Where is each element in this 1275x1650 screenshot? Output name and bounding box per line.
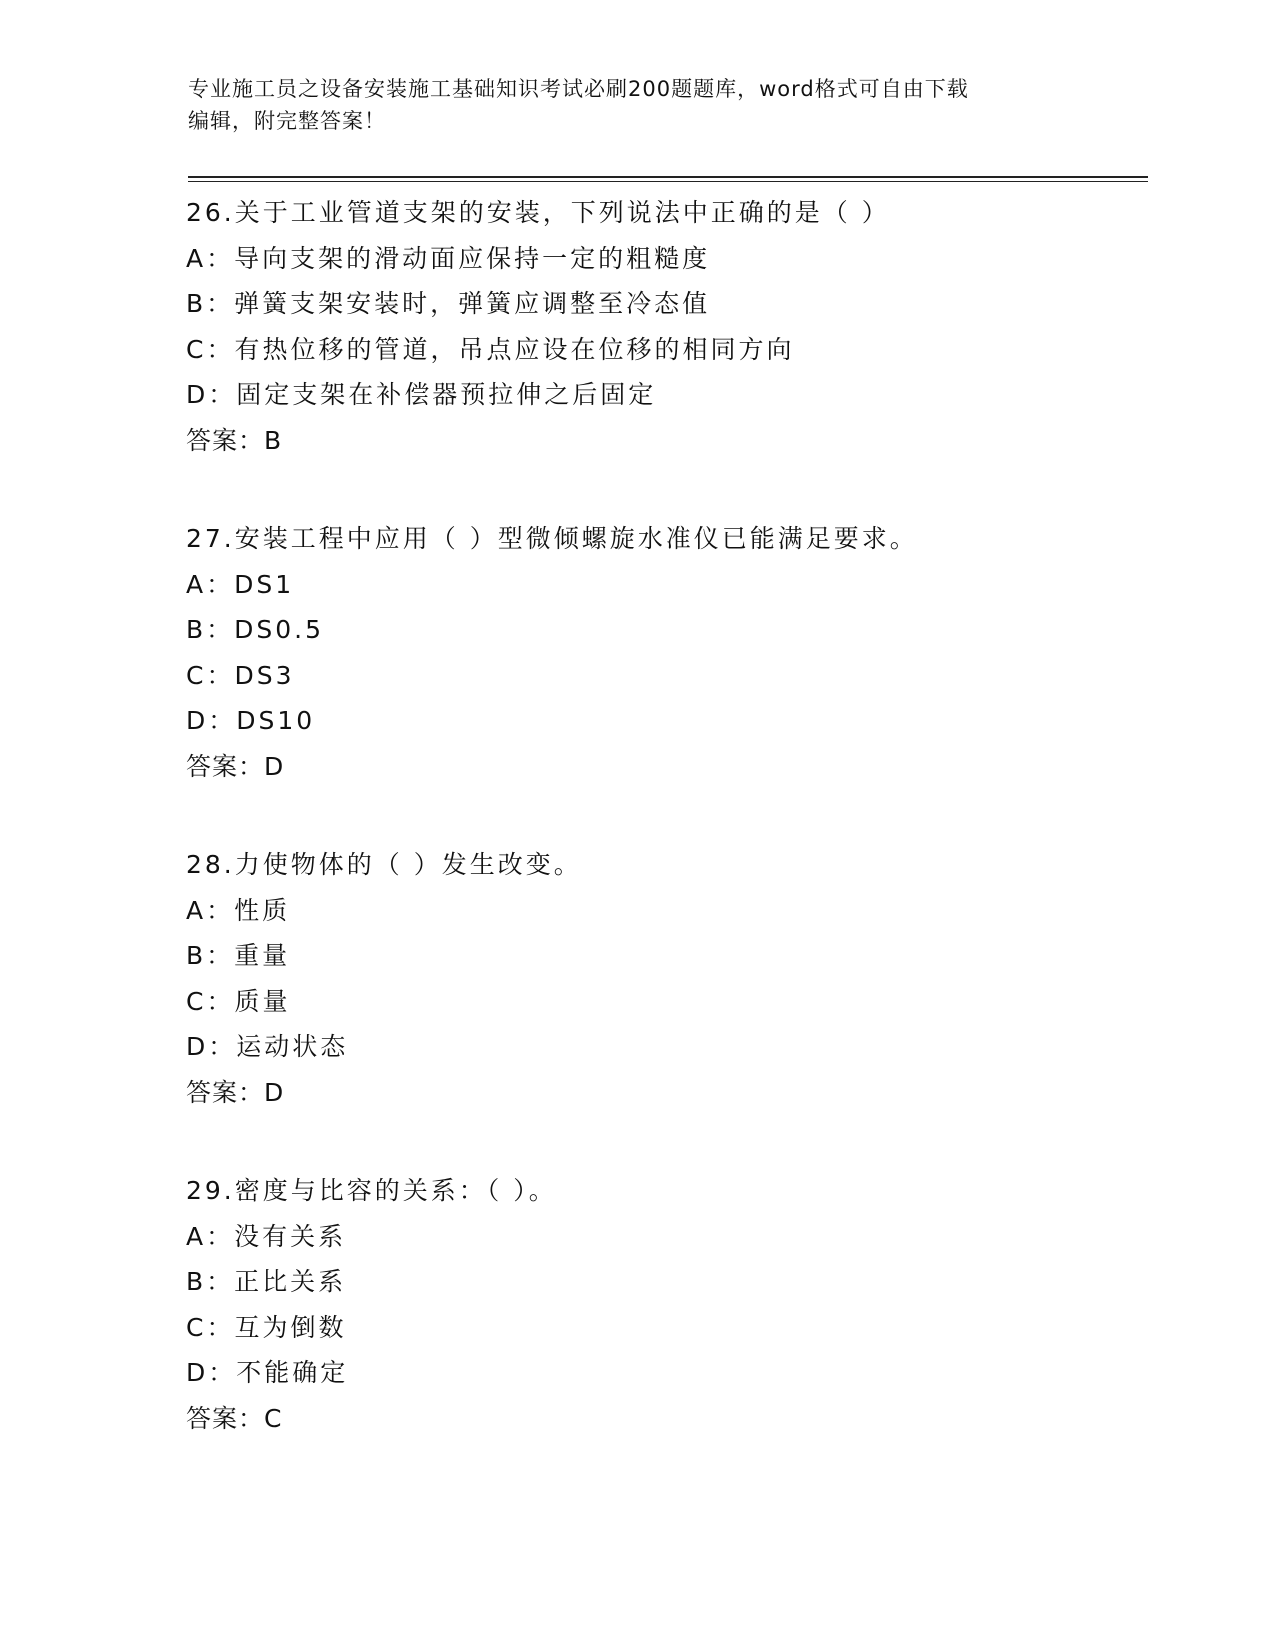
option-c: C：质量	[186, 986, 291, 1016]
option-a: A：没有关系	[186, 1221, 347, 1251]
option-b: B：正比关系	[186, 1267, 347, 1296]
document-header	[188, 73, 1068, 137]
option-d: D：不能确定	[186, 1358, 349, 1387]
question-stem: 29.密度与比容的关系：（ ）。	[186, 1176, 557, 1205]
header-divider-thick	[188, 176, 1148, 178]
question-stem: 26.关于工业管道支架的安装，下列说法中正确的是（ ）	[186, 198, 890, 227]
option-d: D：运动状态	[186, 1032, 349, 1061]
option-b: B：DS0.5	[186, 615, 325, 644]
answer-line: 答案：D	[186, 751, 285, 781]
header-title-line-2: 编辑，附完整答案！	[188, 109, 386, 133]
option-b: B：重量	[186, 941, 291, 970]
question-27	[186, 516, 1146, 789]
option-a: A：DS1	[186, 569, 295, 599]
option-a: A：性质	[186, 895, 291, 925]
option-d: D：DS10	[186, 706, 316, 735]
answer-line: 答案：C	[186, 1403, 283, 1433]
option-c: C：有热位移的管道，吊点应设在位移的相同方向	[186, 334, 795, 364]
option-d: D：固定支架在补偿器预拉伸之后固定	[186, 380, 657, 409]
question-28	[186, 842, 1146, 1115]
question-26	[186, 190, 1146, 463]
answer-line: 答案：D	[186, 1077, 285, 1107]
question-29	[186, 1168, 1146, 1441]
option-c: C：互为倒数	[186, 1312, 347, 1342]
answer-line: 答案：B	[186, 425, 283, 455]
option-a: A：导向支架的滑动面应保持一定的粗糙度	[186, 243, 711, 273]
question-list	[186, 190, 1146, 1494]
question-stem: 27.安装工程中应用（ ）型微倾螺旋水准仪已能满足要求。	[186, 524, 918, 553]
header-title-line-1: 专业施工员之设备安装施工基础知识考试必刷200题题库，word格式可自由下载	[188, 77, 969, 101]
option-b: B：弹簧支架安装时，弹簧应调整至冷态值	[186, 289, 711, 318]
header-divider-thin	[188, 181, 1148, 182]
option-c: C：DS3	[186, 660, 295, 690]
question-stem: 28.力使物体的（ ）发生改变。	[186, 850, 582, 879]
